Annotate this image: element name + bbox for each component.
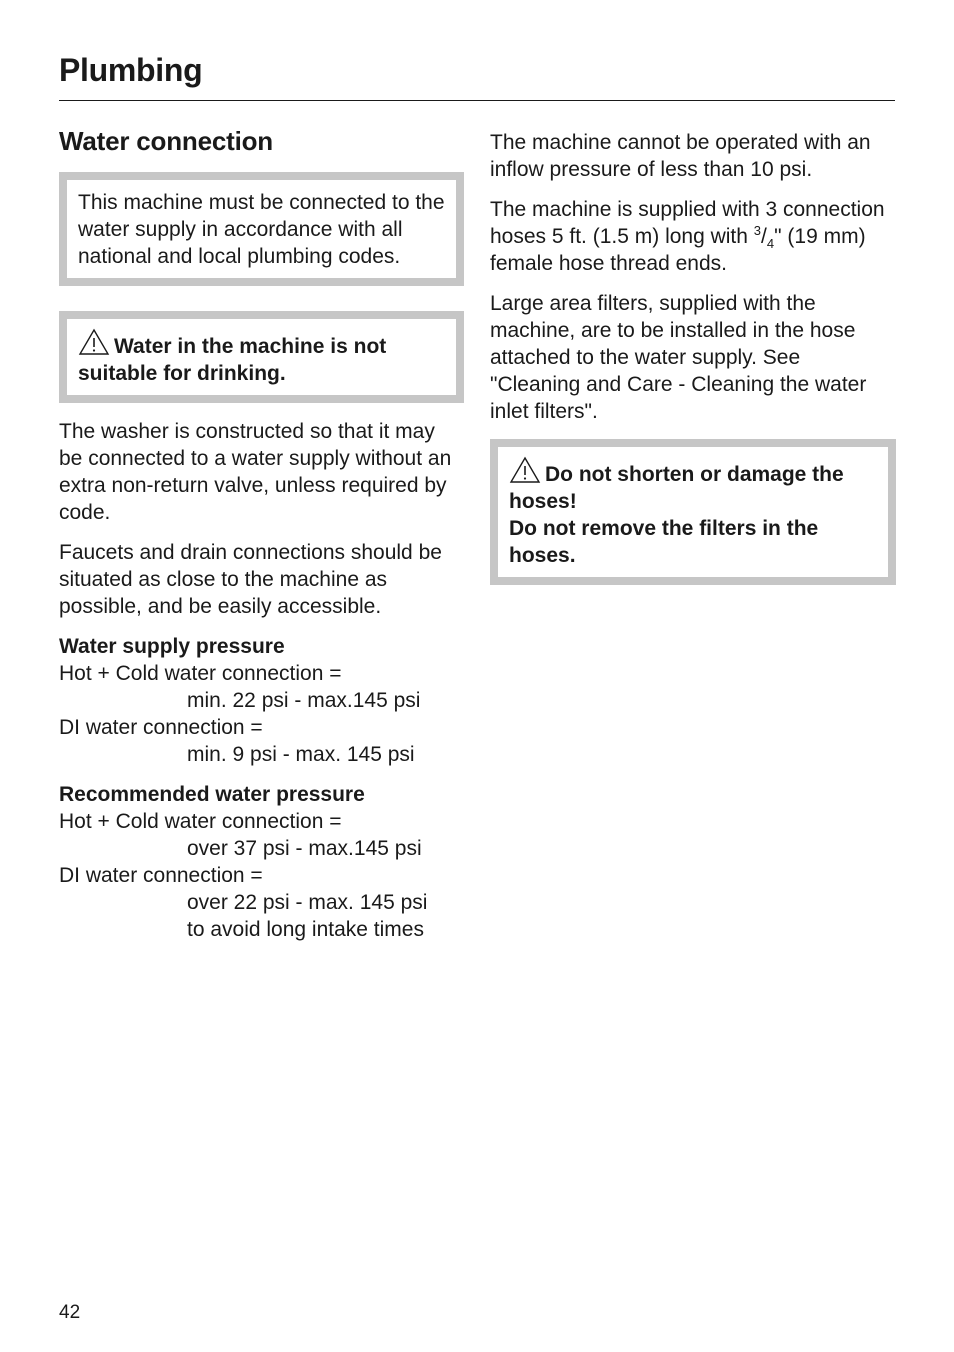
spec-label: Hot + Cold water connection = <box>59 810 342 833</box>
page-number: 42 <box>59 1302 81 1323</box>
drinking-warning <box>59 311 464 403</box>
spec-label: DI water connection = <box>59 864 263 887</box>
hoses-text-before: The machine is supplied with 3 connection hoses 5 ft. (1.5 m) long with <box>490 198 885 248</box>
faucet-location-paragraph: Faucets and drain connections should be situated as close to the machine as possible, and be easily accessible. <box>59 541 442 618</box>
spec-value: min. 9 psi - max. 145 psi <box>187 743 415 766</box>
right-column <box>490 129 896 585</box>
spec-value: over 37 psi - max.145 psi <box>187 837 422 860</box>
plumbing-code-note <box>59 172 464 286</box>
supply-pressure-block <box>59 633 464 768</box>
supply-pressure-heading: Water supply pressure <box>59 635 285 658</box>
hoses-warning-line1: Do not shorten or damage the hoses! <box>509 463 844 513</box>
drinking-warning-text: Water in the machine is not suitable for drinking. <box>78 335 387 385</box>
fraction-numerator: 3 <box>753 223 762 238</box>
inflow-pressure-paragraph: The machine cannot be operated with an inflow pressure of less than 10 psi. <box>490 131 871 181</box>
spec-value: over 22 psi - max. 145 psi <box>187 891 428 914</box>
recommended-pressure-block <box>59 781 464 943</box>
section-heading: Water connection <box>59 126 273 156</box>
note-text: This machine must be connected to the water supply in accordance with all national and local plumbing codes. <box>78 191 445 268</box>
fraction-separator: / <box>761 225 767 248</box>
left-column <box>59 122 464 943</box>
hoses-warning-line2: Do not remove the filters in the hoses. <box>509 517 819 567</box>
hoses-text-after: " (19 mm) female hose thread ends. <box>490 225 866 275</box>
recommended-pressure-heading: Recommended water pressure <box>59 783 365 806</box>
title-rule <box>59 100 895 101</box>
page-title: Plumbing <box>59 52 203 88</box>
fraction-denominator: 4 <box>766 236 775 252</box>
hoses-warning <box>490 439 896 585</box>
warning-triangle-icon <box>78 328 110 356</box>
spec-label: DI water connection = <box>59 716 263 739</box>
hoses-paragraph <box>490 196 896 277</box>
spec-value: min. 22 psi - max.145 psi <box>187 689 421 712</box>
spec-label: Hot + Cold water connection = <box>59 662 342 685</box>
non-return-valve-paragraph: The washer is constructed so that it may be connected to a water supply without an extra non-return valve, unless required by code. <box>59 420 452 524</box>
filters-paragraph: Large area filters, supplied with the machine, are to be installed in the hose attached to the water supply. See "Cleaning and Care - Cleaning the water inlet filters". <box>490 292 867 423</box>
spec-note: to avoid long intake times <box>187 918 424 941</box>
warning-triangle-icon <box>509 456 541 484</box>
